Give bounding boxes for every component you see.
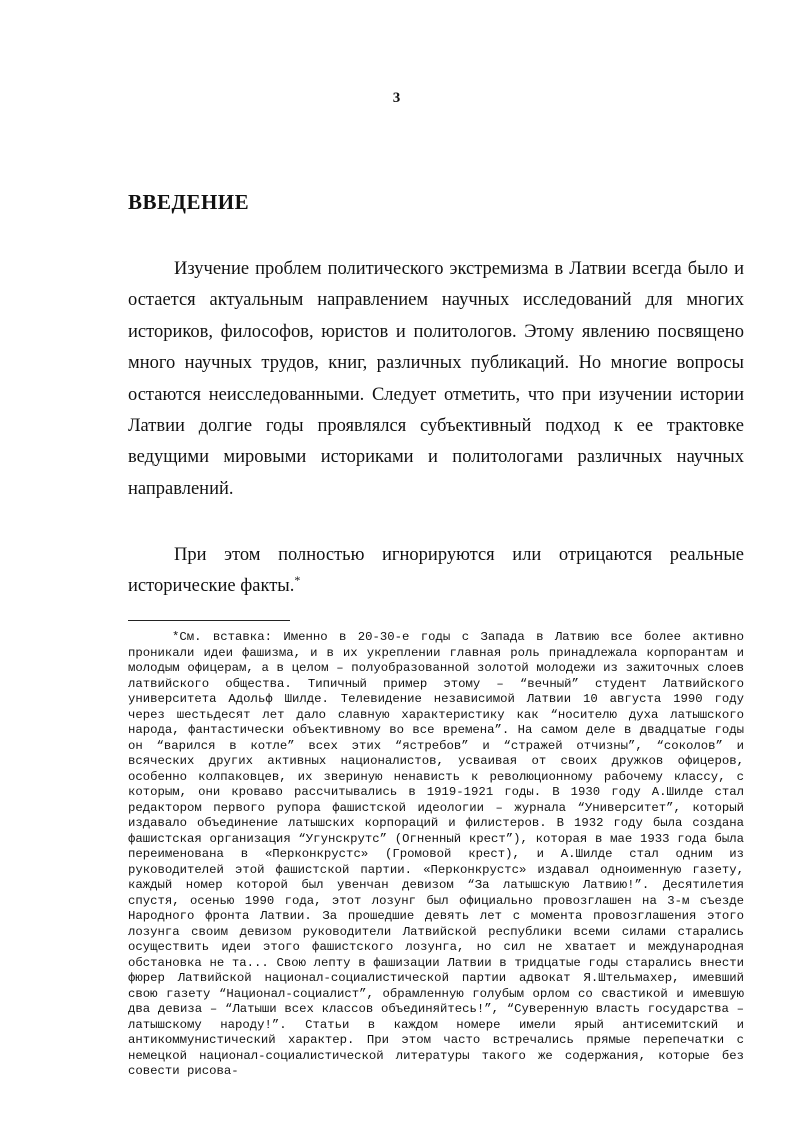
body-paragraph-1 [128, 254, 744, 505]
footnote-separator [128, 620, 290, 621]
body-paragraph-2 [128, 540, 744, 603]
footnote [128, 630, 744, 1080]
body-paragraph-1-text: Изучение проблем политического экстремизма в Латвии всегда было и остается актуальным направлением научных исследований для многих историков, философов, юристов и политологов. Этому явлению посвящено много научных трудов, книг, различных публикаций. Но многие вопросы остаются неисследованными. Следует отметить, что при изучении истории Латвии долгие годы проявлялся субъективный подход к ее трактовке ведущими мировыми историками и политологами различных научных направлений. [128, 259, 744, 499]
footnote-marker: * [172, 630, 180, 644]
body-paragraph-2-text: При этом полностью игнорируются или отрицаются реальные исторические факты. [128, 545, 744, 597]
footnote-reference-mark: * [294, 573, 301, 588]
page-number: 3 [392, 90, 401, 106]
section-heading: ВВЕДЕНИЕ [128, 190, 250, 214]
footnote-text: См. вставка: Именно в 20-30-е годы с Запада в Латвию все более активно проникали идеи фашизма, и в их укреплении главная роль принадлежала корпорантам и молодым офицерам, а в целом – полуобразованной золотой молодежи из зажиточных слоев латвийского общества. Типичный пример этому – “вечный” студент Латвийского университета Адольф Шилде. Телевидение независимой Латвии 10 августа 1990 году через шестьдесят лет дало славную характеристику как “носителю духа латышского народа, фантастически объективному во все времена”. На самом деле в двадцатые годы он “варился в котле” всех этих “ястребов” и “стражей отчизны”, “соколов” и всяческих других активных националистов, усваивая от своих дружков офицеров, особенно колпаковцев, их звериную ненависть к революционному рабочему классу, с которым, они кроваво рассчитывались в 1919-1921 годы. В 1930 году А.Шилде стал редактором первого рупора фашистской идеологии – журнала “Университет”, который издавало объединение латышских корпораций и филистеров. В 1932 году была создана фашистская организация “Угунскрутс” (Огненный крест”), которая в мае 1933 года была переименована в «Перконкрустс» (Громовой крест), и А.Шилде стал одним из руководителей этой фашистской партии. «Перконкрустс» издавал одноименную газету, каждый номер которой был увенчан девизом “За латышскую Латвию!”. Десятилетия спустя, осенью 1990 года, этот лозунг был официально провозглашен на 3-м съезде Народного фронта Латвии. За прошедшие девять лет с момента провозглашения этого лозунга своим девизом руководители Латвийской республики всеми силами старались осуществить идеи этого фашистского лозунга, но сил не хватает и международная обстановка не та... Свою лепту в фашизации Латвии в тридцатые годы старались внести фюрер Латвийской национал-социалистической партии адвокат Я.Штельмахер, имевший свою газету “Национал-социалист”, обрамленную голубым орлом со свастикой и имевшую два девиза – “Латыши всех классов объединяйтесь!”, “Суверенную власть государства – латышскому народу!”. Статьи в каждом номере имели ярый антисемитский и антикоммунистический характер. При этом часто встречались прямые перепечатки с немецкой национал-социалистической литературы такого же содержания, которые без совести рисова- [128, 630, 744, 1078]
